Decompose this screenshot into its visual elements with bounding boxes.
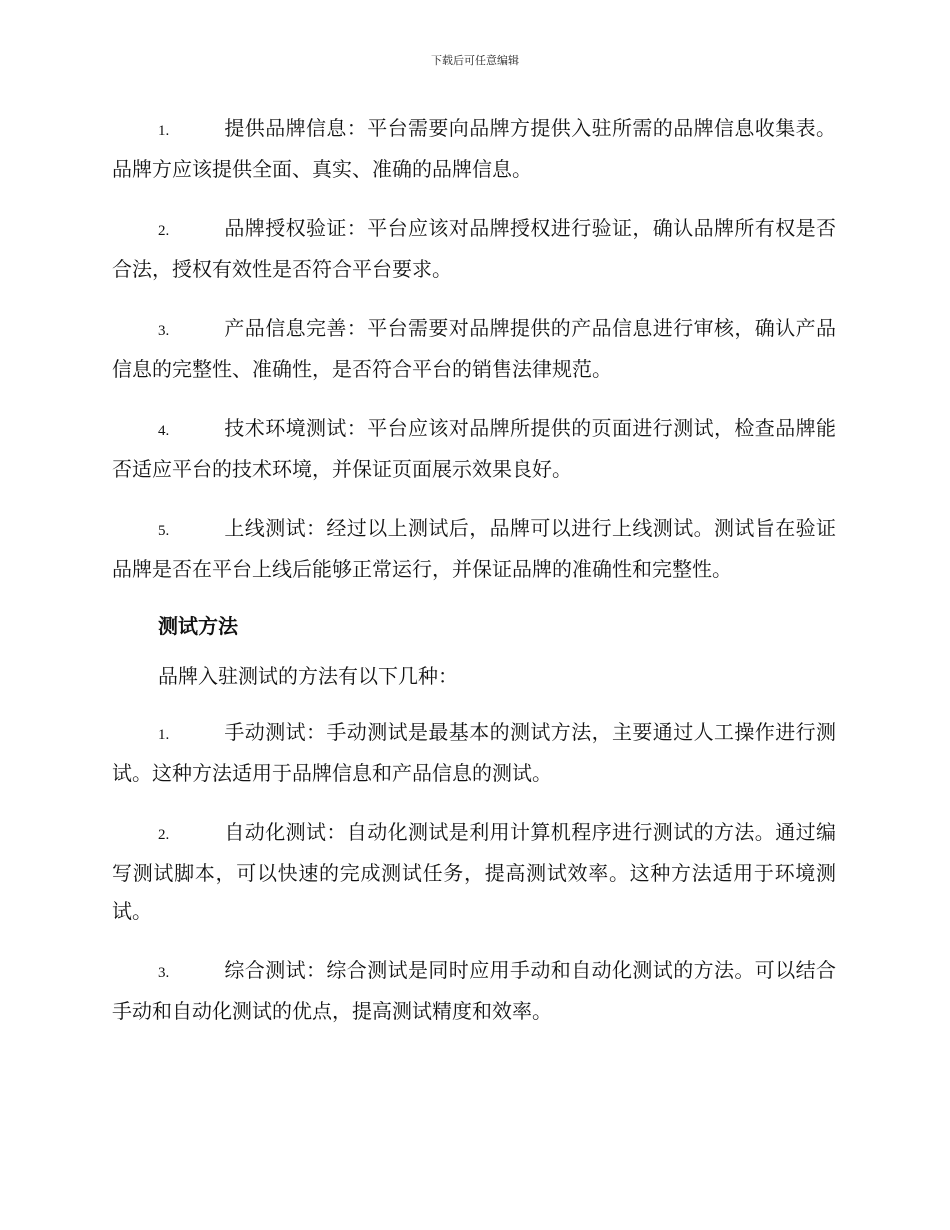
list-item <box>112 713 836 792</box>
list-item-number: 3. <box>158 323 170 339</box>
list-item-number: 2. <box>158 827 170 843</box>
list-item <box>112 209 836 288</box>
section-heading: 测试方法 <box>158 614 238 638</box>
section-intro: 品牌入驻测试的方法有以下几种： <box>158 664 458 688</box>
list-item-number: 1. <box>158 123 170 139</box>
list-item-text: 手动测试：手动测试是最基本的测试方法，主要通过人工操作进行测试。这种方法适用于品牌信息和产品信息的测试。 <box>112 720 836 785</box>
list-item <box>112 509 836 588</box>
list-item-text: 产品信息完善：平台需要对品牌提供的产品信息进行审核，确认产品信息的完整性、准确性，是否符合平台的销售法律规范。 <box>112 316 836 381</box>
list-item-text: 品牌授权验证：平台应该对品牌授权进行验证，确认品牌所有权是否合法，授权有效性是否符合平台要求。 <box>112 216 836 281</box>
list-item-number: 4. <box>158 423 170 439</box>
page-header-note: 下载后可任意编辑 <box>431 54 519 67</box>
list-item <box>112 409 836 488</box>
list-item-text: 自动化测试：自动化测试是利用计算机程序进行测试的方法。通过编写测试脚本，可以快速的完成测试任务，提高测试效率。这种方法适用于环境测试。 <box>112 820 836 923</box>
list-item <box>112 951 836 1030</box>
list-item-text: 综合测试：综合测试是同时应用手动和自动化测试的方法。可以结合手动和自动化测试的优点，提高测试精度和效率。 <box>112 958 836 1023</box>
document-body <box>112 109 836 1051</box>
list-item <box>112 109 836 188</box>
list-item <box>112 813 836 930</box>
list-item-text: 上线测试：经过以上测试后，品牌可以进行上线测试。测试旨在验证品牌是否在平台上线后能够正常运行，并保证品牌的准确性和完整性。 <box>112 516 836 581</box>
list-item-number: 1. <box>158 727 170 743</box>
list-item-number: 3. <box>158 965 170 981</box>
list-item-number: 5. <box>158 523 170 539</box>
list-item-text: 技术环境测试：平台应该对品牌所提供的页面进行测试，检查品牌能否适应平台的技术环境，并保证页面展示效果良好。 <box>112 416 836 481</box>
list-item-text: 提供品牌信息：平台需要向品牌方提供入驻所需的品牌信息收集表。品牌方应该提供全面、真实、准确的品牌信息。 <box>112 116 836 181</box>
list-item <box>112 309 836 388</box>
list-item-number: 2. <box>158 223 170 239</box>
